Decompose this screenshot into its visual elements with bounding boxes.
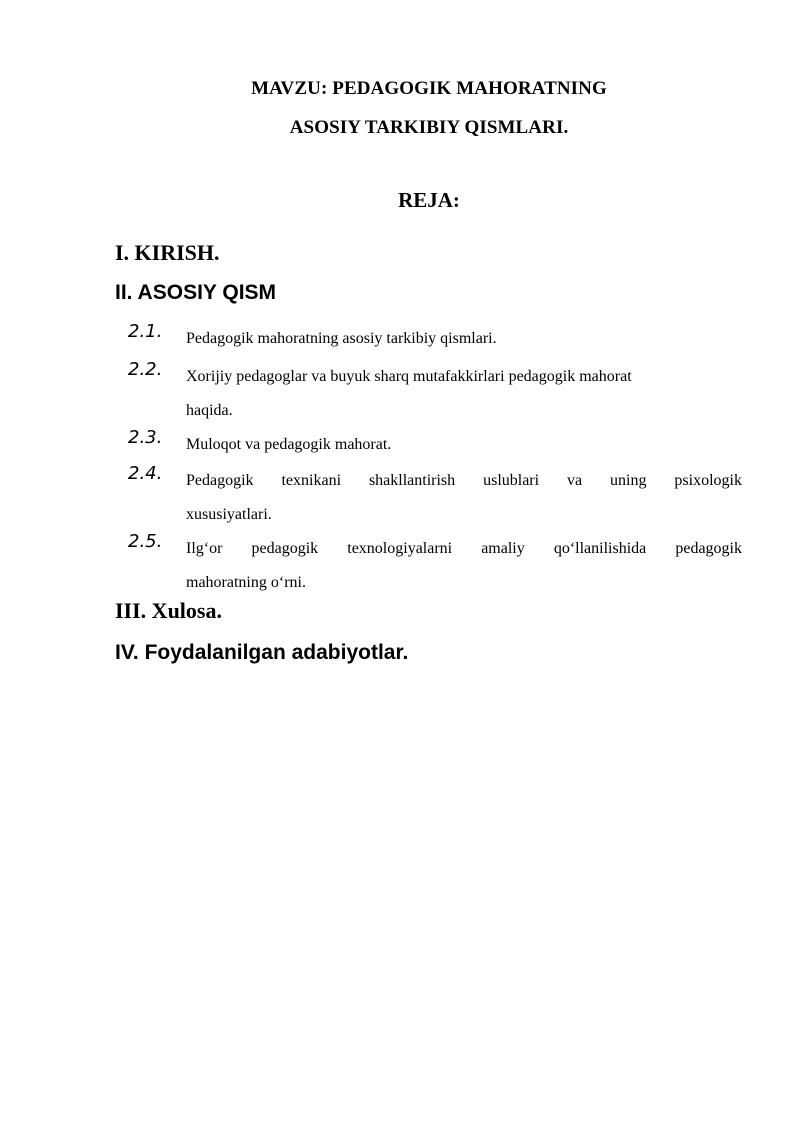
plan-heading: REJA: [398, 188, 460, 212]
subitem-text-line: xususiyatlari. [186, 506, 272, 523]
section-references: IV. Foydalanilgan adabiyotlar. [115, 641, 409, 664]
section-conclusion: III. Xulosa. [115, 598, 222, 623]
subitem-text [186, 532, 742, 600]
subitem-text-line: Pedagogik texnikani shakllantirish uslublari va uning psixologik [186, 472, 742, 489]
section-main-part: II. ASOSIY QISM [115, 281, 277, 304]
subitem-number: 2.3. [128, 427, 163, 448]
section-introduction: I. KIRISH. [115, 240, 220, 265]
subitem-text [186, 322, 742, 356]
subitem-text-line: mahoratning o‘rni. [186, 574, 306, 591]
subitem-text-line: Pedagogik mahoratning asosiy tarkibiy qismlari. [186, 330, 497, 347]
subitem-number: 2.4. [128, 463, 163, 484]
document-title-line-1: MAVZU: PEDAGOGIK MAHORATNING [251, 78, 607, 99]
subitem-text [186, 360, 742, 428]
subitem-text [186, 428, 742, 462]
subitem-text [186, 464, 742, 532]
subitem-text-line: Xorijiy pedagoglar va buyuk sharq mutafakkirlari pedagogik mahorat [186, 368, 632, 385]
subitem-number: 2.5. [128, 531, 163, 552]
document-title-line-2: ASOSIY TARKIBIY QISMLARI. [289, 117, 569, 138]
subitem-text-line: haqida. [186, 402, 233, 419]
subitem-text-line: Ilg‘or pedagogik texnologiyalarni amaliy qo‘llanilishida pedagogik [186, 540, 742, 557]
subitem-number: 2.2. [128, 359, 163, 380]
subitem-text-line: Muloqot va pedagogik mahorat. [186, 436, 392, 453]
subitem-number: 2.1. [128, 321, 163, 342]
